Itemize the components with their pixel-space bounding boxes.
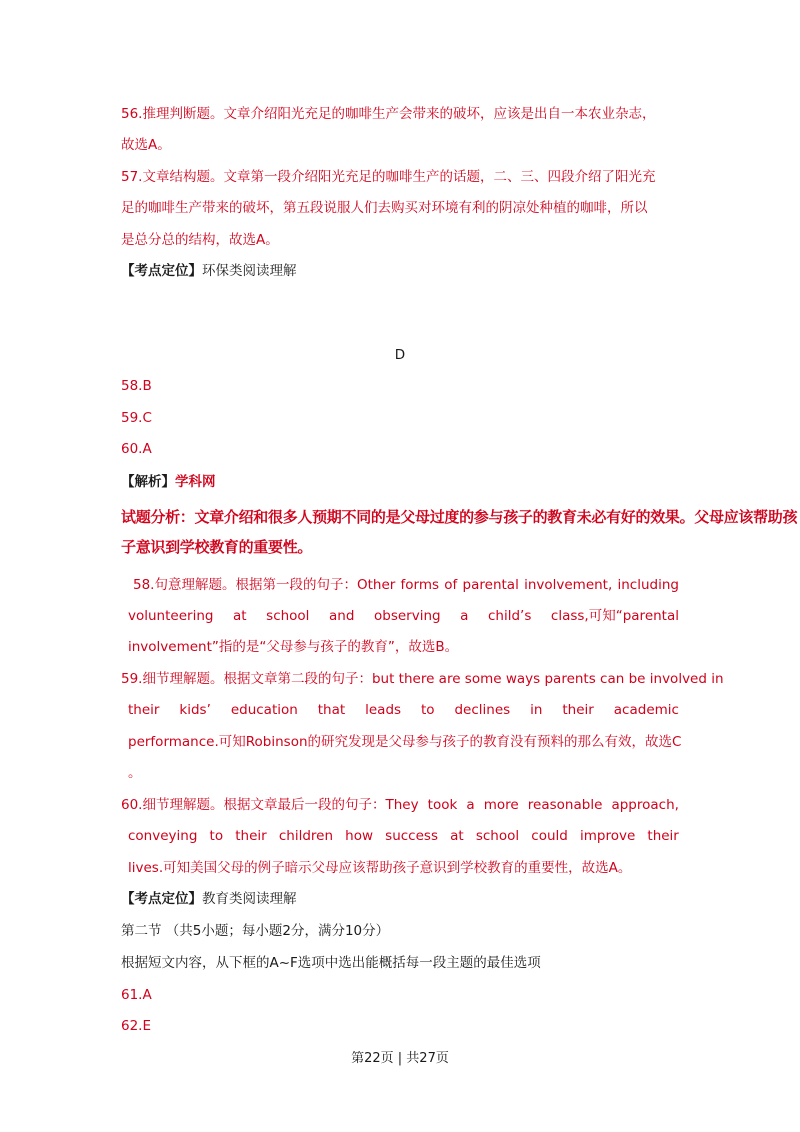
- q58-word: parental: [462, 577, 519, 593]
- kaodian-2-text: 教育类阅读理解: [202, 891, 297, 907]
- q59-word: academic: [613, 702, 679, 718]
- analysis-line-1: 试题分析：文章介绍和很多人预期不同的是父母过度的参与孩子的教育未必有好的效果。父母应该帮助孩: [121, 508, 798, 526]
- q58-word: observing: [373, 608, 441, 624]
- q60-line-3: lives.可知美国父母的例子暗示父母应该帮助孩子意识到学校教育的重要性，故选A。: [128, 860, 632, 876]
- q58-word: child’s: [487, 608, 532, 624]
- q60-word: 60.细节理解题。根据文章最后一段的句子：They: [121, 797, 419, 813]
- q59-word: to: [420, 702, 435, 718]
- q60-word: their: [235, 828, 267, 844]
- q59-word: leads: [365, 702, 402, 718]
- q60-line-2: [128, 826, 679, 846]
- q59-line-2: [128, 700, 679, 720]
- q60-word: their: [647, 828, 679, 844]
- analysis-line-2: 子意识到学校教育的重要性。: [121, 538, 313, 556]
- jiexi-bracket: 【解析】: [121, 474, 175, 490]
- q60-line-1: [121, 795, 679, 815]
- q59-word: declines: [454, 702, 511, 718]
- q60-word: school: [475, 828, 520, 844]
- section2-heading: 第二节 （共5小题；每小题2分，满分10分）: [121, 923, 390, 939]
- q57-line-2: 足的咖啡生产带来的破坏，第五段说服人们去购买对环境有利的阴凉处种植的咖啡，所以: [121, 200, 648, 216]
- q57-line-3: 是总分总的结构，故选A。: [121, 232, 279, 248]
- q58-word: volunteering: [128, 608, 214, 624]
- q56-line-2: 故选A。: [121, 137, 171, 153]
- answer-60: 60.A: [121, 441, 152, 457]
- answer-62: 62.E: [121, 1018, 151, 1034]
- q60-word: at: [450, 828, 464, 844]
- jiexi-heading: [121, 472, 679, 492]
- q59-word: education: [230, 702, 298, 718]
- answer-61: 61.A: [121, 987, 152, 1003]
- q60-word: took: [427, 797, 458, 813]
- page-footer: 第22页 | 共27页: [351, 1051, 449, 1066]
- section-letter: D: [394, 347, 406, 363]
- q58-word: of: [444, 577, 458, 593]
- q58-word: 58.句意理解题。根据第一段的句子：Other: [133, 577, 396, 593]
- q58-word: involvement,: [524, 577, 613, 593]
- q58-word: class,可知“parental: [550, 608, 679, 624]
- q58-word: school: [266, 608, 310, 624]
- q60-word: improve: [579, 828, 636, 844]
- section2-instruction: 根据短文内容，从下框的A~F选项中选出能概括每一段主题的最佳选项: [121, 955, 541, 971]
- kaodian-1-bracket: 【考点定位】: [121, 263, 202, 279]
- kaodian-2: [121, 889, 679, 909]
- q60-word: a: [466, 797, 475, 813]
- q58-word: forms: [400, 577, 440, 593]
- q60-word: success: [385, 828, 438, 844]
- q60-word: to: [209, 828, 224, 844]
- q60-word: how: [345, 828, 374, 844]
- q58-word: a: [460, 608, 469, 624]
- q59-word: in: [530, 702, 543, 718]
- q58-line-3: involvement”指的是“父母参与孩子的教育”，故选B。: [128, 639, 459, 655]
- answer-59: 59.C: [121, 410, 152, 426]
- q59-word: their: [562, 702, 594, 718]
- q60-word: reasonable: [527, 797, 603, 813]
- answer-58: 58.B: [121, 378, 152, 394]
- q60-word: children: [278, 828, 334, 844]
- q57-line-1: 57.文章结构题。文章第一段介绍阳光充足的咖啡生产的话题，二、三、四段介绍了阳光充: [121, 169, 656, 185]
- q59-line-3: performance.可知Robinson的研究发现是父母参与孩子的教育没有预料的那么有效，故选C: [128, 734, 682, 750]
- kaodian-1: [121, 261, 679, 281]
- q59-line-4: 。: [128, 765, 142, 781]
- q60-word: approach,: [611, 797, 679, 813]
- q58-word: and: [329, 608, 355, 624]
- kaodian-2-bracket: 【考点定位】: [121, 891, 202, 907]
- q60-word: more: [483, 797, 519, 813]
- q56-line-1: 56.推理判断题。文章介绍阳光充足的咖啡生产会带来的破坏，应该是出自一本农业杂志，: [121, 106, 656, 122]
- q60-word: could: [531, 828, 568, 844]
- q58-word: including: [617, 577, 679, 593]
- kaodian-1-text: 环保类阅读理解: [202, 263, 297, 279]
- q59-word: their: [128, 702, 160, 718]
- q59-word: that: [317, 702, 346, 718]
- q59-line-1: 59.细节理解题。根据文章第二段的句子：but there are some ways parents can be involved in: [121, 671, 724, 687]
- q58-line-1: [133, 575, 679, 595]
- jiexi-text: 学科网: [175, 474, 216, 490]
- q58-word: at: [233, 608, 247, 624]
- q58-line-2: [128, 606, 679, 626]
- q59-word: kids’: [179, 702, 211, 718]
- q60-word: conveying: [128, 828, 198, 844]
